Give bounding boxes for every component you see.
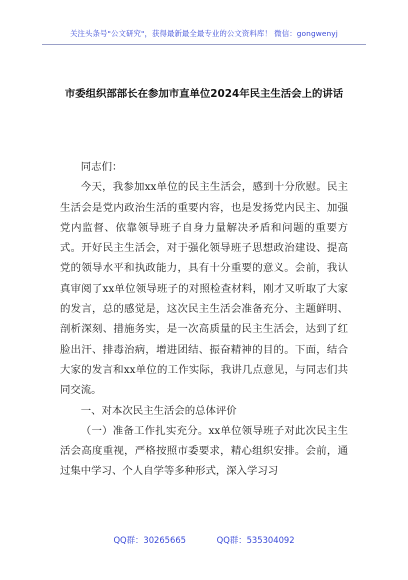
body-paragraph: 今天，我参加xx单位的民主生活会，感到十分欣慰。民主生活会是党内政治生活的重要内容，也是发扬党内民主、加强党内监督、依靠领导班子自身力量解决矛盾和问题的重要方式。开好民主生活会，对于强化领导班子思想政治建设、提高党的领导水平和执政能力，具有十分重要的意义。会前，我认真审阅了xx单位领导班子的对照检查材料，刚才又听取了大家的发言，总的感觉是，这次民主生活会准备充分、主题鲜明、剖析深刻、措施务实，是一次高质量的民主生活会，达到了红脸出汗、排毒治病，增进团结、振奋精神的目的。下面，结合大家的发言和xx单位的工作实际，我讲几点意见，与同志们共同交流。 [60,181,348,397]
salutation-paragraph: 同志们： [80,161,123,173]
section-heading: 一、对本次民主生活会的总体评价 [80,404,237,417]
footer-qq-group-2: QQ群：535304092 [216,535,295,545]
document-title: 市委组织部部长在参加市直单位2024年民主生活会上的讲话 [64,88,344,100]
footer-contact [0,534,408,546]
body-paragraph: （一）准备工作扎实充分。xx单位领导班子对此次民主生活会高度重视，严格按照市委要求，精心组织安排。会前，通过集中学习、个人自学等多种形式，深入学习习 [60,424,348,478]
document-body [60,157,348,482]
footer-qq-group-1: QQ群：30265665 [113,535,186,545]
header-divider [42,44,366,45]
header-promo-note: 关注头条号"公文研究"，获得最新最全最专业的公文资料库！ 微信：gongwenyj [70,29,338,38]
